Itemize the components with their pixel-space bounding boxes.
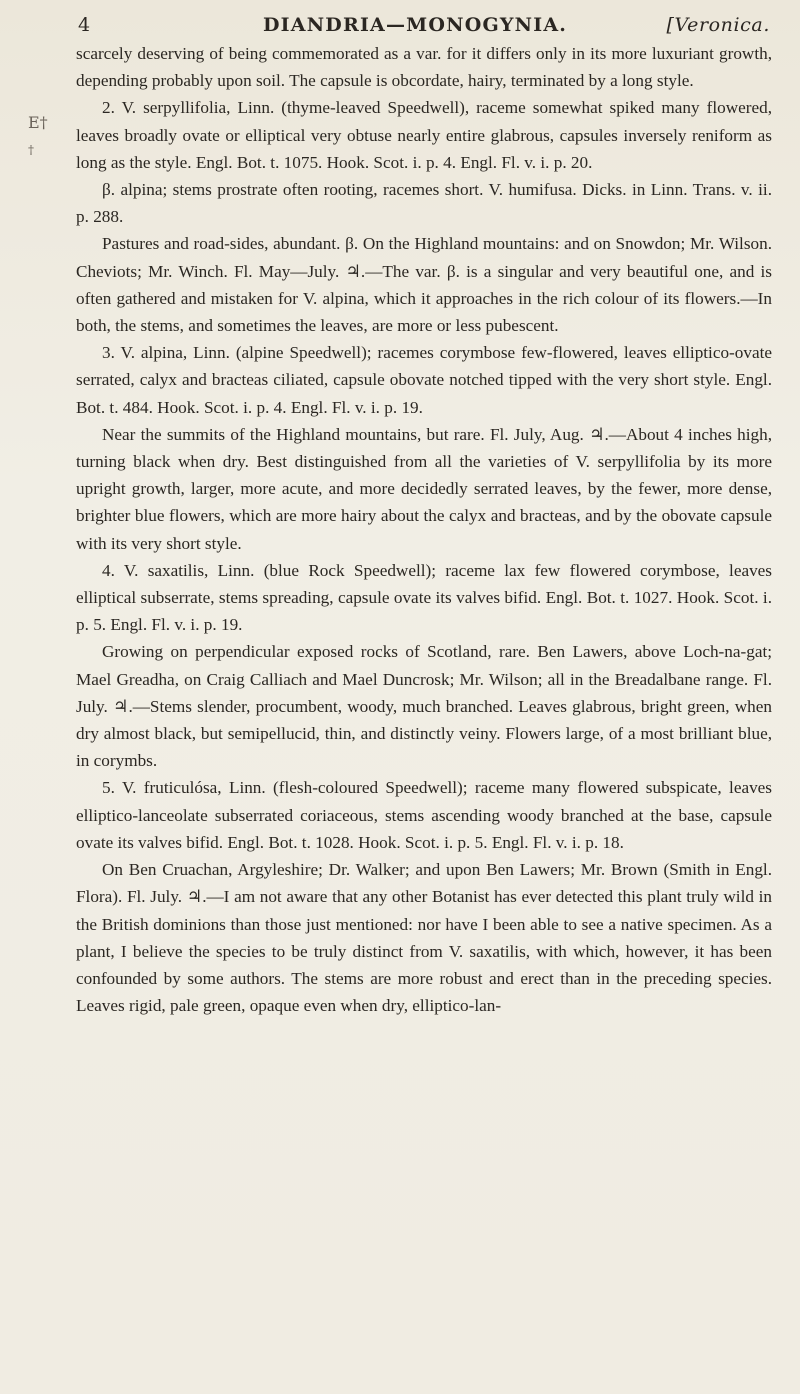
habitat-note-alpina: Near the summits of the Highland mountains, but rare. Fl. July, Aug. ♃.—About 4 inches high, turning black when dry. Best distinguished from all the varieties of V. serpyllifolia by its more upright growth, larger, more acute, and more decidedly serrated leaves, by the fewer, more dense, brighter blue flowers, which are more hairy about the calyx and bracteas, and by the obovate capsule with its very short style.: [76, 424, 772, 553]
habitat-note-fruticulosa: On Ben Cruachan, Argyleshire; Dr. Walker; and upon Ben Lawers; Mr. Brown (Smith in Engl. Flora). Fl. July. ♃.—I am not aware that any other Botanist has ever detected this plant truly wild in the British dominions than those just mentioned: nor have I been able to see a native specimen. As a plant, I believe the species to be truly distinct from V. saxatilis, with which, however, it has been confounded by some authors. The stems are more robust and erect than in the preceding species. Leaves rigid, pale green, opaque even when dry, elliptico-lan-: [76, 860, 772, 1016]
species-entry-alpina: 3. V. alpina, Linn. (alpine Speedwell); racemes corymbose few-flowered, leaves elliptico-ovate serrated, calyx and bracteas ciliated, capsule obovate notched tipped with the very short style. Engl. Bot. t. 484. Hook. Scot. i. p. 4. Engl. Fl. v. i. p. 19.: [76, 343, 772, 417]
paragraph-continuation: scarcely deserving of being commemorated as a var. for it differs only in its more luxuriant growth, depending probably upon soil. The capsule is obcordate, hairy, terminated by a long style.: [76, 44, 772, 91]
habitat-note-serpyllifolia: Pastures and road-sides, abundant. β. On the Highland mountains: and on Snowdon; Mr. Wilson. Cheviots; Mr. Winch. Fl. May—July. ♃.—The var. β. is a singular and very beautiful one, and is often gathered and mistaken for V. alpina, which it approaches in the rich colour of its flowers.—In both, the stems, and sometimes the leaves, are more or less pubescent.: [76, 234, 772, 336]
margin-annotation: E†: [28, 113, 48, 132]
species-entry-serpyllifolia: 2. V. serpyllifolia, Linn. (thyme-leaved Speedwell), raceme somewhat spiked many flowered, leaves broadly ovate or elliptical very obtuse nearly entire glabrous, capsules inversely reniform as long as the style. Engl. Bot. t. 1075. Hook. Scot. i. p. 4. Engl. Fl. v. i. p. 20.: [76, 98, 772, 172]
running-header: [78, 8, 770, 42]
genus-heading: [Veronica.: [666, 14, 770, 36]
page-number: 4: [78, 14, 91, 36]
species-entry-fruticulosa: 5. V. fruticulósa, Linn. (flesh-coloured Speedwell); raceme many flowered subspicate, leaves elliptico-lanceolate subserrated coriaceous, stems ascending woody branched at the base, capsule ovate its valves bifid. Engl. Bot. t. 1028. Hook. Scot. i. p. 5. Engl. Fl. v. i. p. 18.: [76, 778, 772, 852]
habitat-note-saxatilis: Growing on perpendicular exposed rocks of Scotland, rare. Ben Lawers, above Loch-na-gat; Mael Greadha, on Craig Calliach and Mael Duncrosk; Mr. Wilson; all in the Breadalbane range. Fl. July. ♃.—Stems slender, procumbent, woody, much branched. Leaves glabrous, bright green, when dry almost black, but semipellucid, thin, and distinctly veiny. Flowers large, of a most brilliant blue, in corymbs.: [76, 642, 772, 771]
page-body: [76, 40, 772, 1019]
species-entry-saxatilis: 4. V. saxatilis, Linn. (blue Rock Speedwell); raceme lax few flowered corymbose, leaves elliptical subserrate, stems spreading, capsule ovate its valves bifid. Engl. Bot. t. 1027. Hook. Scot. i. p. 5. Engl. Fl. v. i. p. 19.: [76, 560, 772, 635]
margin-annotation-small: †: [28, 143, 34, 157]
variety-entry-alpina: β. alpina; stems prostrate often rooting, racemes short. V. humifusa. Dicks. in Linn. Trans. v. ii. p. 288.: [76, 180, 772, 227]
running-title: DIANDRIA—MONOGYNIA.: [263, 14, 568, 36]
